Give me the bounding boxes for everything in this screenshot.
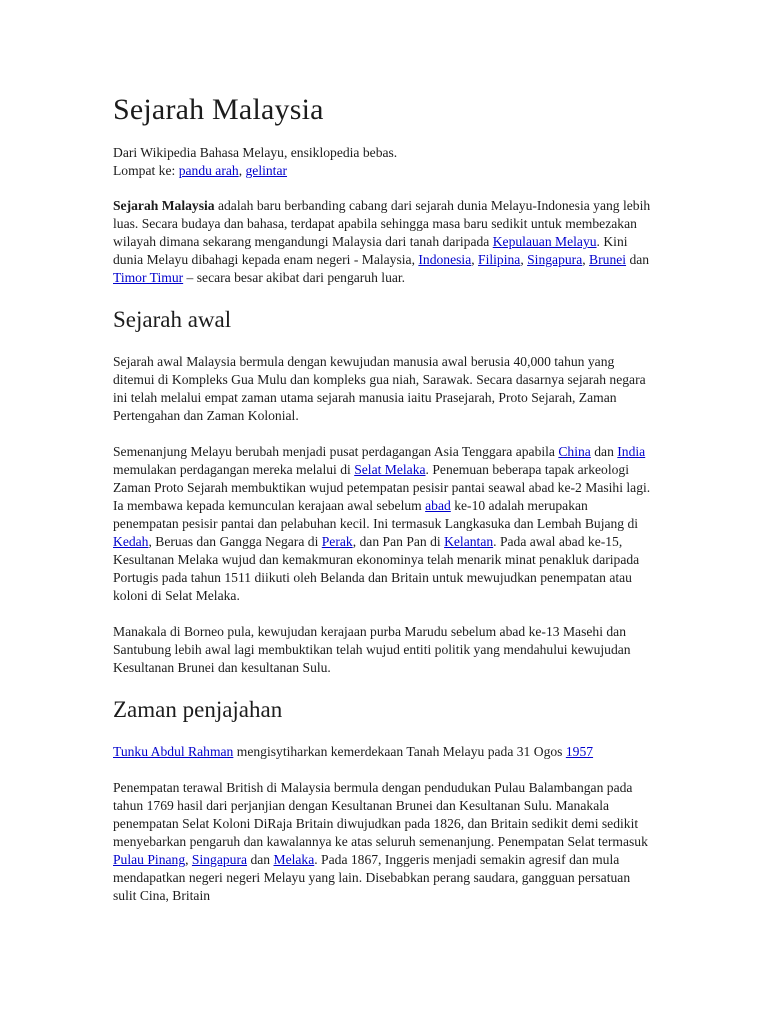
section-heading-zaman-penjajahan: Zaman penjajahan <box>113 697 283 722</box>
intro-text: , <box>471 252 479 267</box>
link-1957[interactable]: 1957 <box>565 744 594 759</box>
intro-text: . Kini dunia Melayu dibahagi kepada enam negeri - Malaysia, <box>113 234 628 267</box>
section1-paragraph-2 <box>113 443 652 605</box>
link-tunku-abdul-rahman[interactable]: Tunku Abdul Rahman <box>113 744 234 759</box>
link-perak[interactable]: Perak <box>321 534 353 549</box>
jump-label: Lompat ke: <box>113 163 179 178</box>
intro-text: , <box>582 252 590 267</box>
paragraph-text: memulakan perdagangan mereka melalui di <box>113 462 355 477</box>
link-kelantan[interactable]: Kelantan <box>444 534 494 549</box>
paragraph-text: dan <box>247 852 274 867</box>
link-selat-melaka[interactable]: Selat Melaka <box>354 462 426 477</box>
paragraph-text: mengisytiharkan kemerdekaan Tanah Melayu pada 31 Ogos <box>233 744 566 759</box>
link-timor-timur[interactable]: Timor Timur <box>113 270 184 285</box>
section-heading-sejarah-awal: Sejarah awal <box>113 307 232 332</box>
link-abad[interactable]: abad <box>425 498 451 513</box>
intro-text: adalah baru berbanding cabang dari sejarah dunia Melayu-Indonesia yang lebih luas. Secara budaya dan bahasa, terdapat apabila sehingga masa baru sedikit untuk membezakan wilayah dimana sekarang mengandungi Malaysia dari tanah daripada <box>113 198 651 249</box>
link-kepulauan-melayu[interactable]: Kepulauan Melayu <box>492 234 597 249</box>
link-singapura-2[interactable]: Singapura <box>191 852 248 867</box>
intro-paragraph <box>113 197 652 287</box>
link-pulau-pinang[interactable]: Pulau Pinang <box>113 852 186 867</box>
link-melaka[interactable]: Melaka <box>273 852 315 867</box>
intro-text: – secara besar akibat dari pengaruh luar. <box>183 270 406 285</box>
paragraph-text: Semenanjung Melayu berubah menjadi pusat perdagangan Asia Tenggara apabila <box>113 444 559 459</box>
section2-paragraph-1 <box>113 743 652 761</box>
paragraph-text: . Pada awal abad ke-15, Kesultanan Melaka wujud dan kemakmuran ekonominya telah menarik minat penakluk daripada Portugis pada tahun 1511 diikuti oleh Belanda dan Britain untuk mewujudkan penempatan atau koloni di Selat Melaka. <box>113 534 640 603</box>
section1-paragraph-3: Manakala di Borneo pula, kewujudan kerajaan purba Marudu sebelum abad ke-13 Masehi dan Santubung lebih awal lagi membuktikan telah wujud entiti politik yang mendahului kewujudan Kesultanan Brunei dan kesultanan Sulu. <box>113 624 631 675</box>
intro-text: dan <box>626 252 650 267</box>
link-pandu-arah[interactable]: pandu arah <box>178 163 239 178</box>
paragraph-text: , dan Pan Pan di <box>352 534 445 549</box>
link-india[interactable]: India <box>617 444 646 459</box>
paragraph-text: . Penemuan beberapa tapak arkeologi Zaman Proto Sejarah membuktikan wujud petempatan pesisir pantai seawal abad ke-2 Masihi lagi. Ia membawa kepada kemunculan kerajaan awal sebelum <box>113 462 651 513</box>
intro-bold-term: Sejarah Malaysia <box>113 198 215 213</box>
jump-separator: , <box>238 163 246 178</box>
link-singapura[interactable]: Singapura <box>527 252 583 267</box>
link-kedah[interactable]: Kedah <box>113 534 149 549</box>
link-brunei[interactable]: Brunei <box>589 252 627 267</box>
link-indonesia[interactable]: Indonesia <box>418 252 472 267</box>
paragraph-text: , <box>185 852 192 867</box>
paragraph-text: . Pada 1867, Inggeris menjadi semakin agresif dan mula mendapatkan negeri negeri Melayu yang lain. Disebabkan perang saudara, gangguan persatuan sulit Cina, Britain <box>113 852 631 903</box>
section1-paragraph-1: Sejarah awal Malaysia bermula dengan kewujudan manusia awal berusia 40,000 tahun yang ditemui di Kompleks Gua Mulu dan kompleks gua niah, Sarawak. Secara dasarnya sejarah negara ini telah melalui empat zaman utama sejarah manusia iaitu Prasejarah, Proto Sejarah, Zaman Pertengahan dan Zaman Kolonial. <box>113 354 646 423</box>
paragraph-text: Penempatan terawal British di Malaysia bermula dengan pendudukan Pulau Balambangan pada tahun 1769 hasil dari perjanjian dengan Kesultanan Brunei dan Kesultanan Sulu. Manakala penempatan Selat Koloni DiRaja Britain diwujudkan pada 1826, dan Britain sedikit demi sedikit menyebarkan pengaruh dan kawalannya ke atas seluruh semenanjung. Penempatan Selat termasuk <box>113 780 648 849</box>
subtitle: Dari Wikipedia Bahasa Melayu, ensiklopedia bebas. <box>113 145 398 160</box>
jump-links <box>113 162 652 180</box>
paragraph-text: dan <box>590 444 618 459</box>
link-china[interactable]: China <box>558 444 591 459</box>
page-title: Sejarah Malaysia <box>113 93 324 126</box>
paragraph-text: ke-10 adalah merupakan penempatan pesisir pantai dan pelabuhan kecil. Ini termasuk Langkasuka dan Lembah Bujang di <box>113 498 639 531</box>
link-gelintar[interactable]: gelintar <box>245 163 288 178</box>
link-filipina[interactable]: Filipina <box>478 252 521 267</box>
section2-paragraph-2 <box>113 779 652 905</box>
paragraph-text: , Beruas dan Gangga Negara di <box>148 534 322 549</box>
intro-text: , <box>520 252 528 267</box>
article-meta <box>113 144 652 180</box>
